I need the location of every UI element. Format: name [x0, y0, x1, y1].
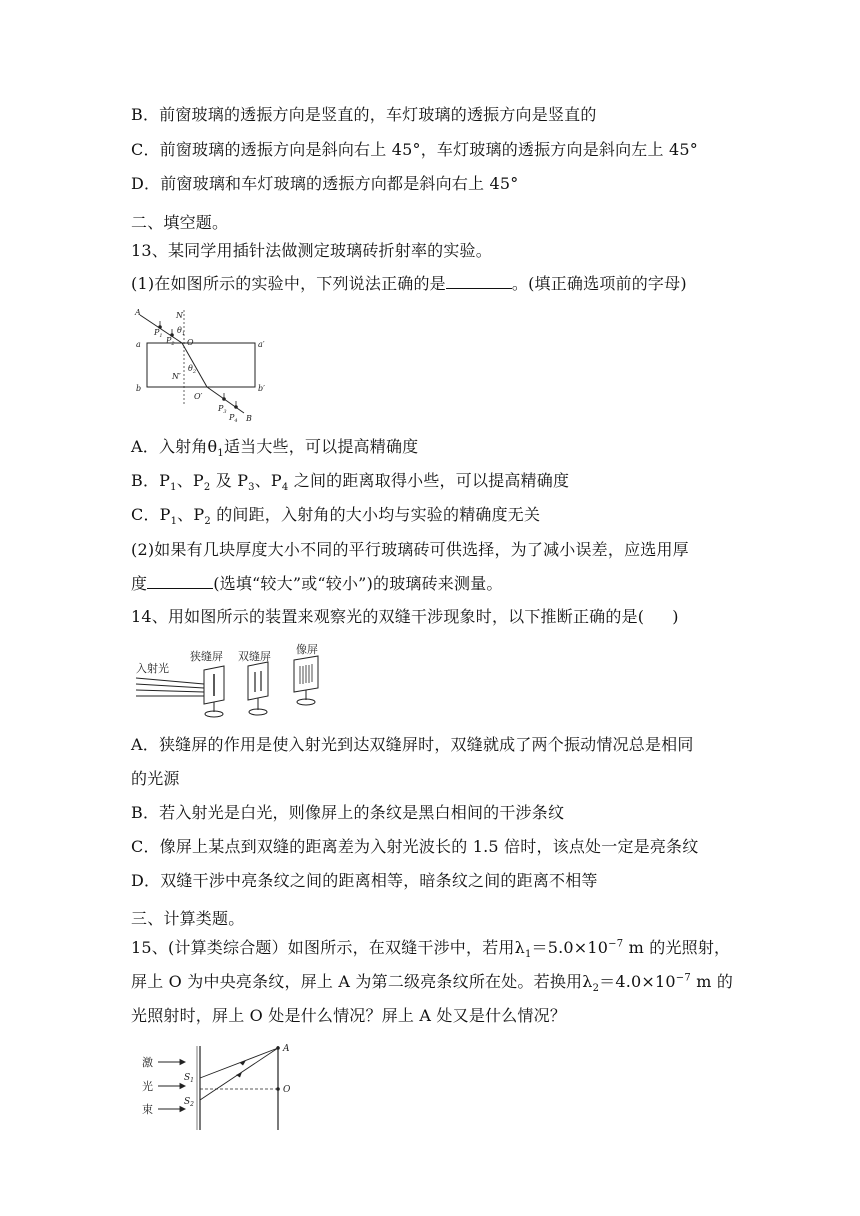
svg-text:双缝屏: 双缝屏 — [238, 650, 271, 663]
svg-text:O: O — [187, 338, 194, 347]
q13-part1: (1)在如图所示的实验中，下列说法正确的是 。(填正确选项前的字母) — [131, 274, 687, 293]
svg-text:N: N — [176, 311, 183, 320]
q12-option-b: B．前窗玻璃的透振方向是竖直的，车灯玻璃的透振方向是竖直的 — [131, 105, 597, 124]
svg-text:P4: $P_4$ — [229, 413, 238, 424]
svg-text:P3: $P_3$ — [218, 404, 227, 415]
svg-text:S2: $S_2$ — [184, 1097, 194, 1108]
svg-text:P1: $P_1$ — [154, 328, 163, 339]
section-heading-fill-in: 二、填空题。 — [131, 213, 229, 232]
svg-text:N′: N′ — [172, 372, 181, 381]
q13-option-a: A．入射角$\theta_1$适当大些，可以提高精确度 — [131, 437, 419, 460]
q14-option-d: D．双缝干涉中亮条纹之间的距离相等，暗条纹之间的距离不相等 — [131, 871, 598, 890]
svg-text:O′: O′ — [194, 392, 203, 401]
q12-option-c: C．前窗玻璃的透振方向是斜向右上 45°，车灯玻璃的透振方向是斜向左上 45° — [131, 140, 698, 159]
answer-blank — [446, 274, 512, 289]
svg-text:P2: $P_2$ — [166, 336, 175, 347]
q14-option-c: C．像屏上某点到双缝的距离差为入射光波长的 1.5 倍时，该点处一定是亮条纹 — [131, 837, 699, 856]
svg-text:A: A — [283, 1044, 290, 1054]
svg-text:a: a — [136, 340, 141, 349]
q14-option-b: B．若入射光是白光，则像屏上的条纹是黑白相间的干涉条纹 — [131, 803, 565, 822]
svg-text:θ2: $\theta_2$ — [188, 364, 197, 375]
svg-text:像屏: 像屏 — [296, 643, 318, 656]
q15-double-slit-figure — [140, 1042, 300, 1132]
answer-blank — [147, 574, 213, 589]
q15-line3: 光照射时，屏上 O 处是什么情况？屏上 A 处又是什么情况？ — [131, 1006, 567, 1025]
q15-line1: 15、(计算类综合题）如图所示，在双缝干涉中，若用$\lambda_1=5.0\times 10^{-7}$ m 的光照射， — [131, 938, 731, 961]
q13-refraction-figure — [132, 305, 272, 425]
q14-option-a-line1: A．狭缝屏的作用是使入射光到达双缝屏时，双缝就成了两个振动情况总是相同 — [131, 735, 694, 754]
q13-part2-line1: (2)如果有几块厚度大小不同的平行玻璃砖可供选择，为了减小误差，应选用厚 — [131, 540, 689, 559]
svg-text:光: 光 — [142, 1080, 153, 1093]
svg-text:狭缝屏: 狭缝屏 — [190, 650, 223, 663]
svg-text:入射光: 入射光 — [136, 662, 169, 675]
q13-option-b: B．$P_1$、$P_2$ 及 $P_3$、$P_4$ 之间的距离取得小些，可以提高精确度 — [131, 471, 570, 494]
svg-text:S1: $S_1$ — [184, 1073, 194, 1084]
svg-text:激: 激 — [142, 1056, 153, 1069]
svg-text:a′: a′ — [258, 340, 265, 349]
q14-double-slit-apparatus-figure — [134, 638, 344, 722]
q13-stem: 13、某同学用插针法做测定玻璃砖折射率的实验。 — [131, 241, 492, 260]
q15-line2: 屏上 O 为中央亮条纹，屏上 A 为第二级亮条纹所在处。若换用$\lambda_2=4.0\times 10^{-7}$ m 的 — [131, 972, 734, 995]
svg-text:B: B — [246, 414, 252, 423]
q14-option-a-line2: 的光源 — [131, 769, 180, 788]
section-heading-calculation: 三、计算类题。 — [131, 909, 245, 928]
svg-text:θ1: $\theta_1$ — [177, 326, 186, 337]
svg-text:b: b — [136, 384, 142, 393]
q13-option-c: C．$P_1$、$P_2$ 的间距，入射角的大小均与实验的精确度无关 — [131, 505, 541, 528]
svg-text:b′: b′ — [258, 384, 265, 393]
q12-option-d: D．前窗玻璃和车灯玻璃的透振方向都是斜向右上 45° — [131, 174, 519, 193]
svg-text:束: 束 — [142, 1103, 153, 1116]
svg-text:O: O — [283, 1085, 291, 1095]
q13-part2-line2: 度 (选填“较大”或“较小”)的玻璃砖来测量。 — [131, 574, 503, 593]
q14-stem: 14、用如图所示的装置来观察光的双缝干涉现象时，以下推断正确的是( ) — [131, 607, 679, 626]
svg-text:A: A — [135, 308, 141, 317]
